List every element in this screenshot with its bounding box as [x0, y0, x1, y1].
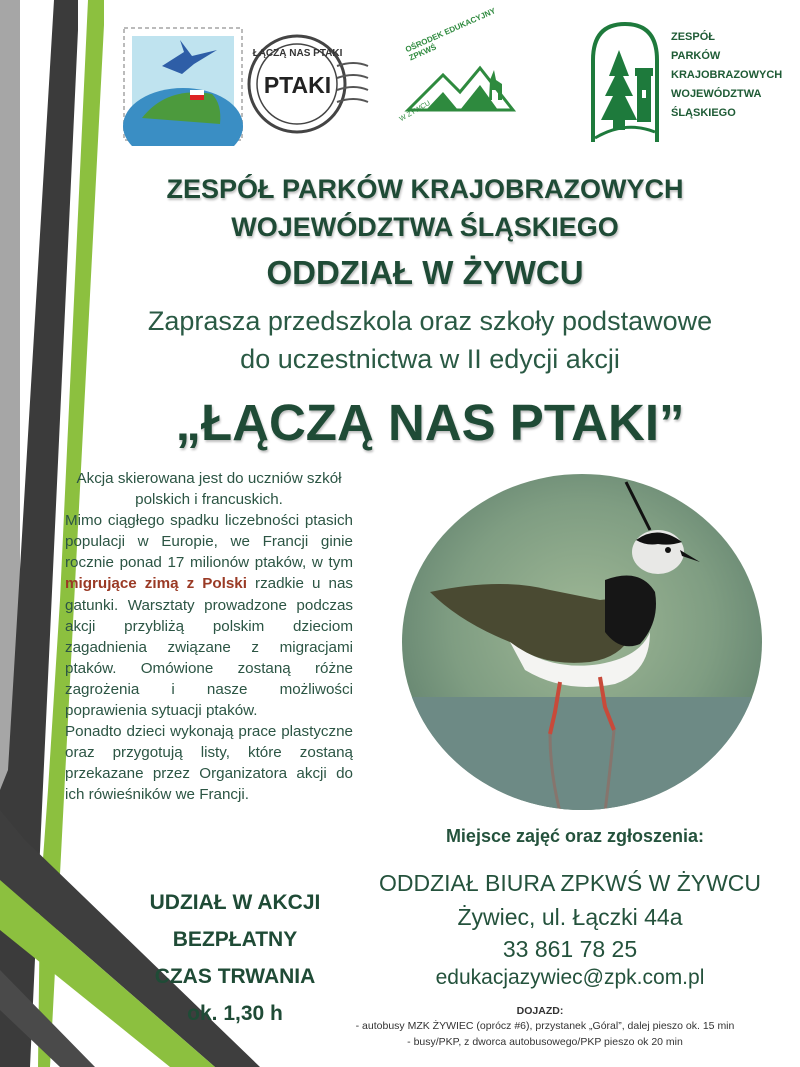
description-highlight: migrujące zimą z Polski [65, 575, 247, 593]
zpk-line: ŚLĄSKIEGO [671, 107, 736, 119]
contact-email[interactable]: edukacjazywiec@zpk.com.pl [435, 966, 705, 989]
info-duration-label: CZAS TRWANIA [154, 965, 316, 988]
header-line-3: ODDZIAŁ W ŻYWCU [266, 254, 584, 291]
dojazd-line-1: - autobusy MZK ŻYWIEC (oprócz #6), przystanek „Góral”, dalej pieszo ok. 15 min [355, 1020, 735, 1032]
description-paragraph-2: Ponadto dzieci wykonają prace plastyczne oraz przygotują listy, które zostaną przekazane przez Organizatora akcji do ich rówieśników we Francji. [65, 723, 353, 804]
stamp-logo [122, 26, 370, 146]
invite-line-1: Zaprasza przedszkola oraz szkoły podstawowe [147, 306, 713, 336]
zpk-line: WOJEWÓDZTWA [671, 88, 762, 100]
description-p1-rest: rzadkie u nas gatunki. Warsztaty prowadzone podczas akcji przybliżą polskim dzieciom zagadnienia związane z migracjami ptaków. Omówione zostaną różne zagrożenia i nasze możliwości poprawienia sytuacji ptaków. [65, 575, 353, 720]
stamp-arc-text: ŁĄCZĄ NAS PTAKI [252, 48, 343, 59]
dojazd-line-2: - busy/PKP, z dworca autobusowego/PKP pieszo ok 20 min [407, 1036, 683, 1048]
header-line-2: WOJEWÓDZTWA ŚLĄSKIEGO [231, 212, 619, 242]
zpk-line: ZESPÓŁ [671, 31, 716, 43]
edu-arc-text: OŚRODEK EDUKACYJNY ZPKWŚ [404, 6, 497, 63]
description [65, 468, 353, 806]
edu-sub-text: W ŻYWCU [398, 99, 432, 124]
description-paragraph-1 [65, 510, 353, 721]
info-participation: UDZIAŁ W AKCJI [149, 891, 321, 914]
zpk-line: KRAJOBRAZOWYCH [671, 69, 783, 81]
info-duration-value: ok. 1,30 h [187, 1002, 283, 1025]
zpk-logo [585, 20, 783, 145]
contact-address: Żywiec, ul. Łączki 44a [457, 904, 683, 930]
lapwing-photo [400, 472, 765, 812]
zpk-text [671, 28, 782, 123]
contact-office: ODDZIAŁ BIURA ZPKWŚ W ŻYWCU [378, 870, 762, 896]
header-line-1: ZESPÓŁ PARKÓW KRAJOBRAZOWYCH [166, 174, 684, 204]
info-free: BEZPŁATNY [172, 928, 298, 951]
campaign-title: „ŁĄCZĄ NAS PTAKI” [175, 394, 685, 451]
zpk-line: PARKÓW [671, 50, 721, 62]
contact-heading: Miejsce zajęć oraz zgłoszenia: [445, 826, 705, 846]
stamp-center-text: PTAKI [263, 72, 332, 98]
invite-line-2: do uczestnictwa w II edycji akcji [240, 344, 620, 374]
edu-center-logo [398, 6, 528, 125]
description-intro: Akcja skierowana jest do uczniów szkół polskich i francuskich. [76, 470, 342, 509]
description-p1-text: Mimo ciągłego spadku liczebności ptasich populacji w Europie, we Francji ginie rocznie ponad 17 milionów ptaków, w tym [65, 512, 353, 572]
dojazd-label: DOJAZD: [516, 1005, 564, 1017]
contact-phone: 33 861 78 25 [502, 936, 638, 962]
